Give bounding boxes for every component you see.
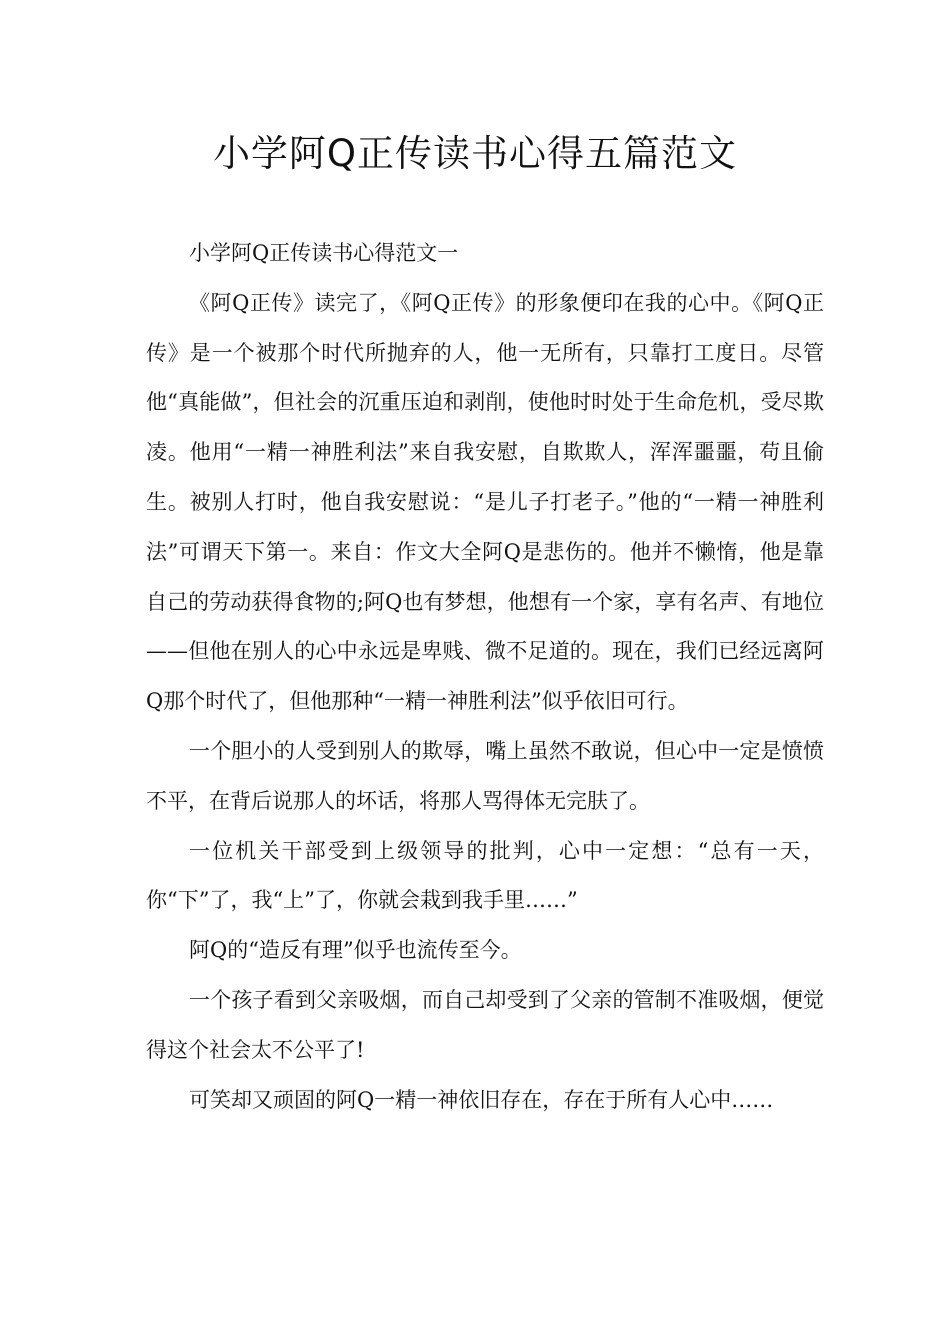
document-body: [146, 229, 824, 1125]
section-heading: 小学阿Q正传读书心得范文一: [189, 241, 459, 265]
paragraph-6: 可笑却又顽固的阿Q一精一神依旧存在，存在于所有人心中……: [189, 1087, 774, 1112]
paragraph-1: 《阿Q正传》读完了，《阿Q正传》的形象便印在我的心中。《阿Q正传》是一个被那个时代所抛弃的人，他一无所有，只靠打工度日。尽管他“真能做”，但社会的沉重压迫和剥削，使他时时处于生命危机，受尽欺凌。他用“一精一神胜利法”来自我安慰，自欺欺人，浑浑噩噩，苟且偷生。被别人打时，他自我安慰说：“是儿子打老子。”他的“一精一神胜利法”可谓天下第一。来自：作文大全阿Q是悲伤的。他并不懒惰，他是靠自己的劳动获得食物的;阿Q也有梦想，他想有一个家，享有名声、有地位——但他在别人的心中永远是卑贱、微不足道的。现在，我们已经远离阿Q那个时代了，但他那种“一精一神胜利法”似乎依旧可行。: [146, 290, 824, 714]
paragraph-3: 一位机关干部受到上级领导的批判，心中一定想：“总有一天，你“下”了，我“上”了，你就会栽到我手里……”: [146, 838, 824, 913]
paragraph-4: 阿Q的“造反有理”似乎也流传至今。: [189, 938, 522, 963]
paragraph-2: 一个胆小的人受到别人的欺辱，嘴上虽然不敢说，但心中一定是愤愤不平，在背后说那人的坏话，将那人骂得体无完肤了。: [146, 738, 824, 813]
document-title: 小学阿Q正传读书心得五篇范文: [212, 132, 738, 175]
paragraph-5: 一个孩子看到父亲吸烟，而自己却受到了父亲的管制不准吸烟，便觉得这个社会太不公平了!: [146, 987, 824, 1062]
